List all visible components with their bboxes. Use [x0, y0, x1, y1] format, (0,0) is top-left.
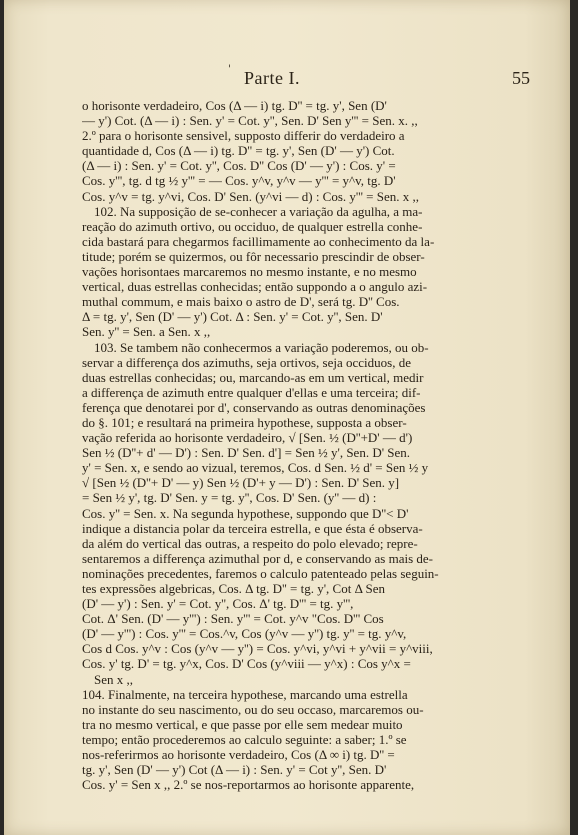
text-line: — y') Cot. (Δ — i) : Sen. y' = Cot. y'', Sen. D' Sen y''' = Sen. x. ,, [82, 113, 418, 129]
header-mark: ' [228, 64, 231, 75]
text-line: √ [Sen ½ (D''+ D' — y) Sen ½ (D'+ y — D') : Sen. D' Sen. y] [82, 475, 400, 491]
running-header [4, 64, 570, 92]
text-line: 2.º para o horisonte sensivel, supposto differir do verdadeiro a [82, 128, 405, 144]
text-line: Cot. Δ' Sen. (D' — y''') : Sen. y''' = Cot. y^v "Cos. D''' Cos [82, 611, 384, 627]
text-line: Cos. y^v = tg. y^vi, Cos. D' Sen. (y^vi — d) : Cos. y''' = Sen. x ,, [82, 188, 420, 204]
text-line: servar a differença dos azimuths, seja ortivos, seja occiduos, de [82, 354, 411, 370]
text-line: a differença de azimuth entre qualquer d'ellas e uma terceira; dif- [82, 384, 421, 400]
text-line: Cos. y'' = Sen. x. Na segunda hypothese, suppondo que D''< D' [82, 505, 409, 521]
text-line: Sen x ,, [94, 671, 133, 687]
text-line: 104. Finalmente, na terceira hypothese, marcando uma estrella [82, 686, 408, 702]
text-line: indique a distancia polar da terceira estrella, e que ésta é observa- [82, 520, 423, 536]
text-line: reação do azimuth ortivo, ou occiduo, de qualquer estrella conhe- [82, 218, 423, 234]
text-line: nos-referirmos ao horisonte verdadeiro, Cos (Δ ∞ i) tg. D'' = [82, 747, 395, 763]
text-line: do §. 101; e resultará na primeira hypothese, supposta a obser- [82, 414, 407, 430]
text-line: vertical, duas estrellas conhecidas; então suppondo a o angulo azi- [82, 279, 428, 295]
text-line: quantidade d, Cos (Δ — i) tg. D'' = tg. y', Sen (D' — y') Cot. [82, 143, 395, 159]
text-line: Cos. y''', tg. d tg ½ y''' = — Cos. y^v, y^v — y''' = y^v, tg. D' [82, 173, 396, 189]
body-text [82, 98, 532, 792]
text-line: ferença que denotarei por d', conservando as outras denominações [82, 399, 426, 415]
text-line: (D' — y') : Sen. y' = Cot. y'', Cos. Δ' tg. D''' = tg. y''', [82, 596, 354, 612]
text-line: vação referida ao horisonte verdadeiro, √ [Sen. ½ (D''+D' — d') [82, 430, 413, 446]
text-line: Cos d Cos. y^v : Cos (y^v — y'') = Cos. y^vi, y^vi + y^vii = y^viii, [82, 641, 433, 657]
text-line: tempo; então procederemos ao calculo seguinte: a saber; 1.º se [82, 731, 407, 747]
header-title: Parte I. [244, 68, 300, 88]
text-line: cida bastará para chegarmos facillimamente ao conhecimento da la- [82, 233, 435, 249]
text-line: da além do vertical das outras, a respeito do polo elevado; repre- [82, 535, 418, 551]
text-line: (Δ — i) : Sen. y' = Cot. y'', Cos. D'' Cos (D' — y') : Cos. y' = [82, 158, 396, 174]
text-line: o horisonte verdadeiro, Cos (Δ — i) tg. D'' = tg. y', Sen (D' [82, 98, 387, 113]
text-line: Cos. y' tg. D' = tg. y^x, Cos. D' Cos (y^viii — y^x) : Cos y^x = [82, 656, 411, 672]
text-line: 103. Se tambem não conhecermos a variação poderemos, ou ob- [94, 339, 429, 355]
text-line: (D' — y''') : Cos. y''' = Cos.^v, Cos (y^v — y'') tg. y'' = tg. y^v, [82, 626, 407, 642]
book-page [4, 0, 570, 835]
text-line: Sen ½ (D''+ d' — D') : Sen. D' Sen. d'] = Sen ½ y', Sen. D' Sen. [82, 445, 411, 461]
text-line: no instante do seu nascimento, ou do seu occaso, marcaremos ou- [82, 701, 424, 717]
text-line: sentaremos a differença azimuthal por d, e conservando as mais de- [82, 550, 433, 566]
text-line: Sen. y'' = Sen. a Sen. x ,, [82, 324, 211, 340]
text-line: vações horisontaes marcaremos no mesmo instante, e no mesmo [82, 264, 417, 280]
text-line: Δ = tg. y', Sen (D' — y') Cot. Δ : Sen. y' = Cot. y'', Sen. D' [82, 309, 383, 325]
text-line: muthal commum, e mais baixo o astro de D', será tg. D'' Cos. [82, 294, 400, 310]
text-line: y' = Sen. x, e sendo ao vizual, teremos, Cos. d Sen. ½ d' = Sen ½ y [82, 460, 429, 476]
text-line: = Sen ½ y', tg. D' Sen. y = tg. y'', Cos. D' Sen. (y'' — d) : [82, 490, 377, 506]
text-line: duas estrellas conhecidas; ou, marcando-as em um vertical, medir [82, 369, 424, 385]
page-number: 55 [512, 68, 530, 88]
text-line: titude; porém se quizermos, ou fôr necessario prescindir de obser- [82, 248, 425, 264]
text-line: nominações precedentes, faremos o calculo patenteado pelas seguin- [82, 565, 439, 581]
text-line: tes expressões algebricas, Cos. Δ tg. D'' = tg. y', Cot Δ Sen [82, 581, 385, 596]
text-line: tra no mesmo vertical, e que passe por elle sem medear muito [82, 716, 403, 732]
text-line: 102. Na supposição de se-conhecer a variação da agulha, a ma- [94, 203, 423, 219]
text-line: Cos. y' = Sen x ,, 2.º se nos-reportarmos ao horisonte apparente, [82, 777, 415, 793]
text-line: tg. y', Sen (D' — y') Cot (Δ — i) : Sen. y' = Cot y'', Sen. D' [82, 762, 387, 778]
